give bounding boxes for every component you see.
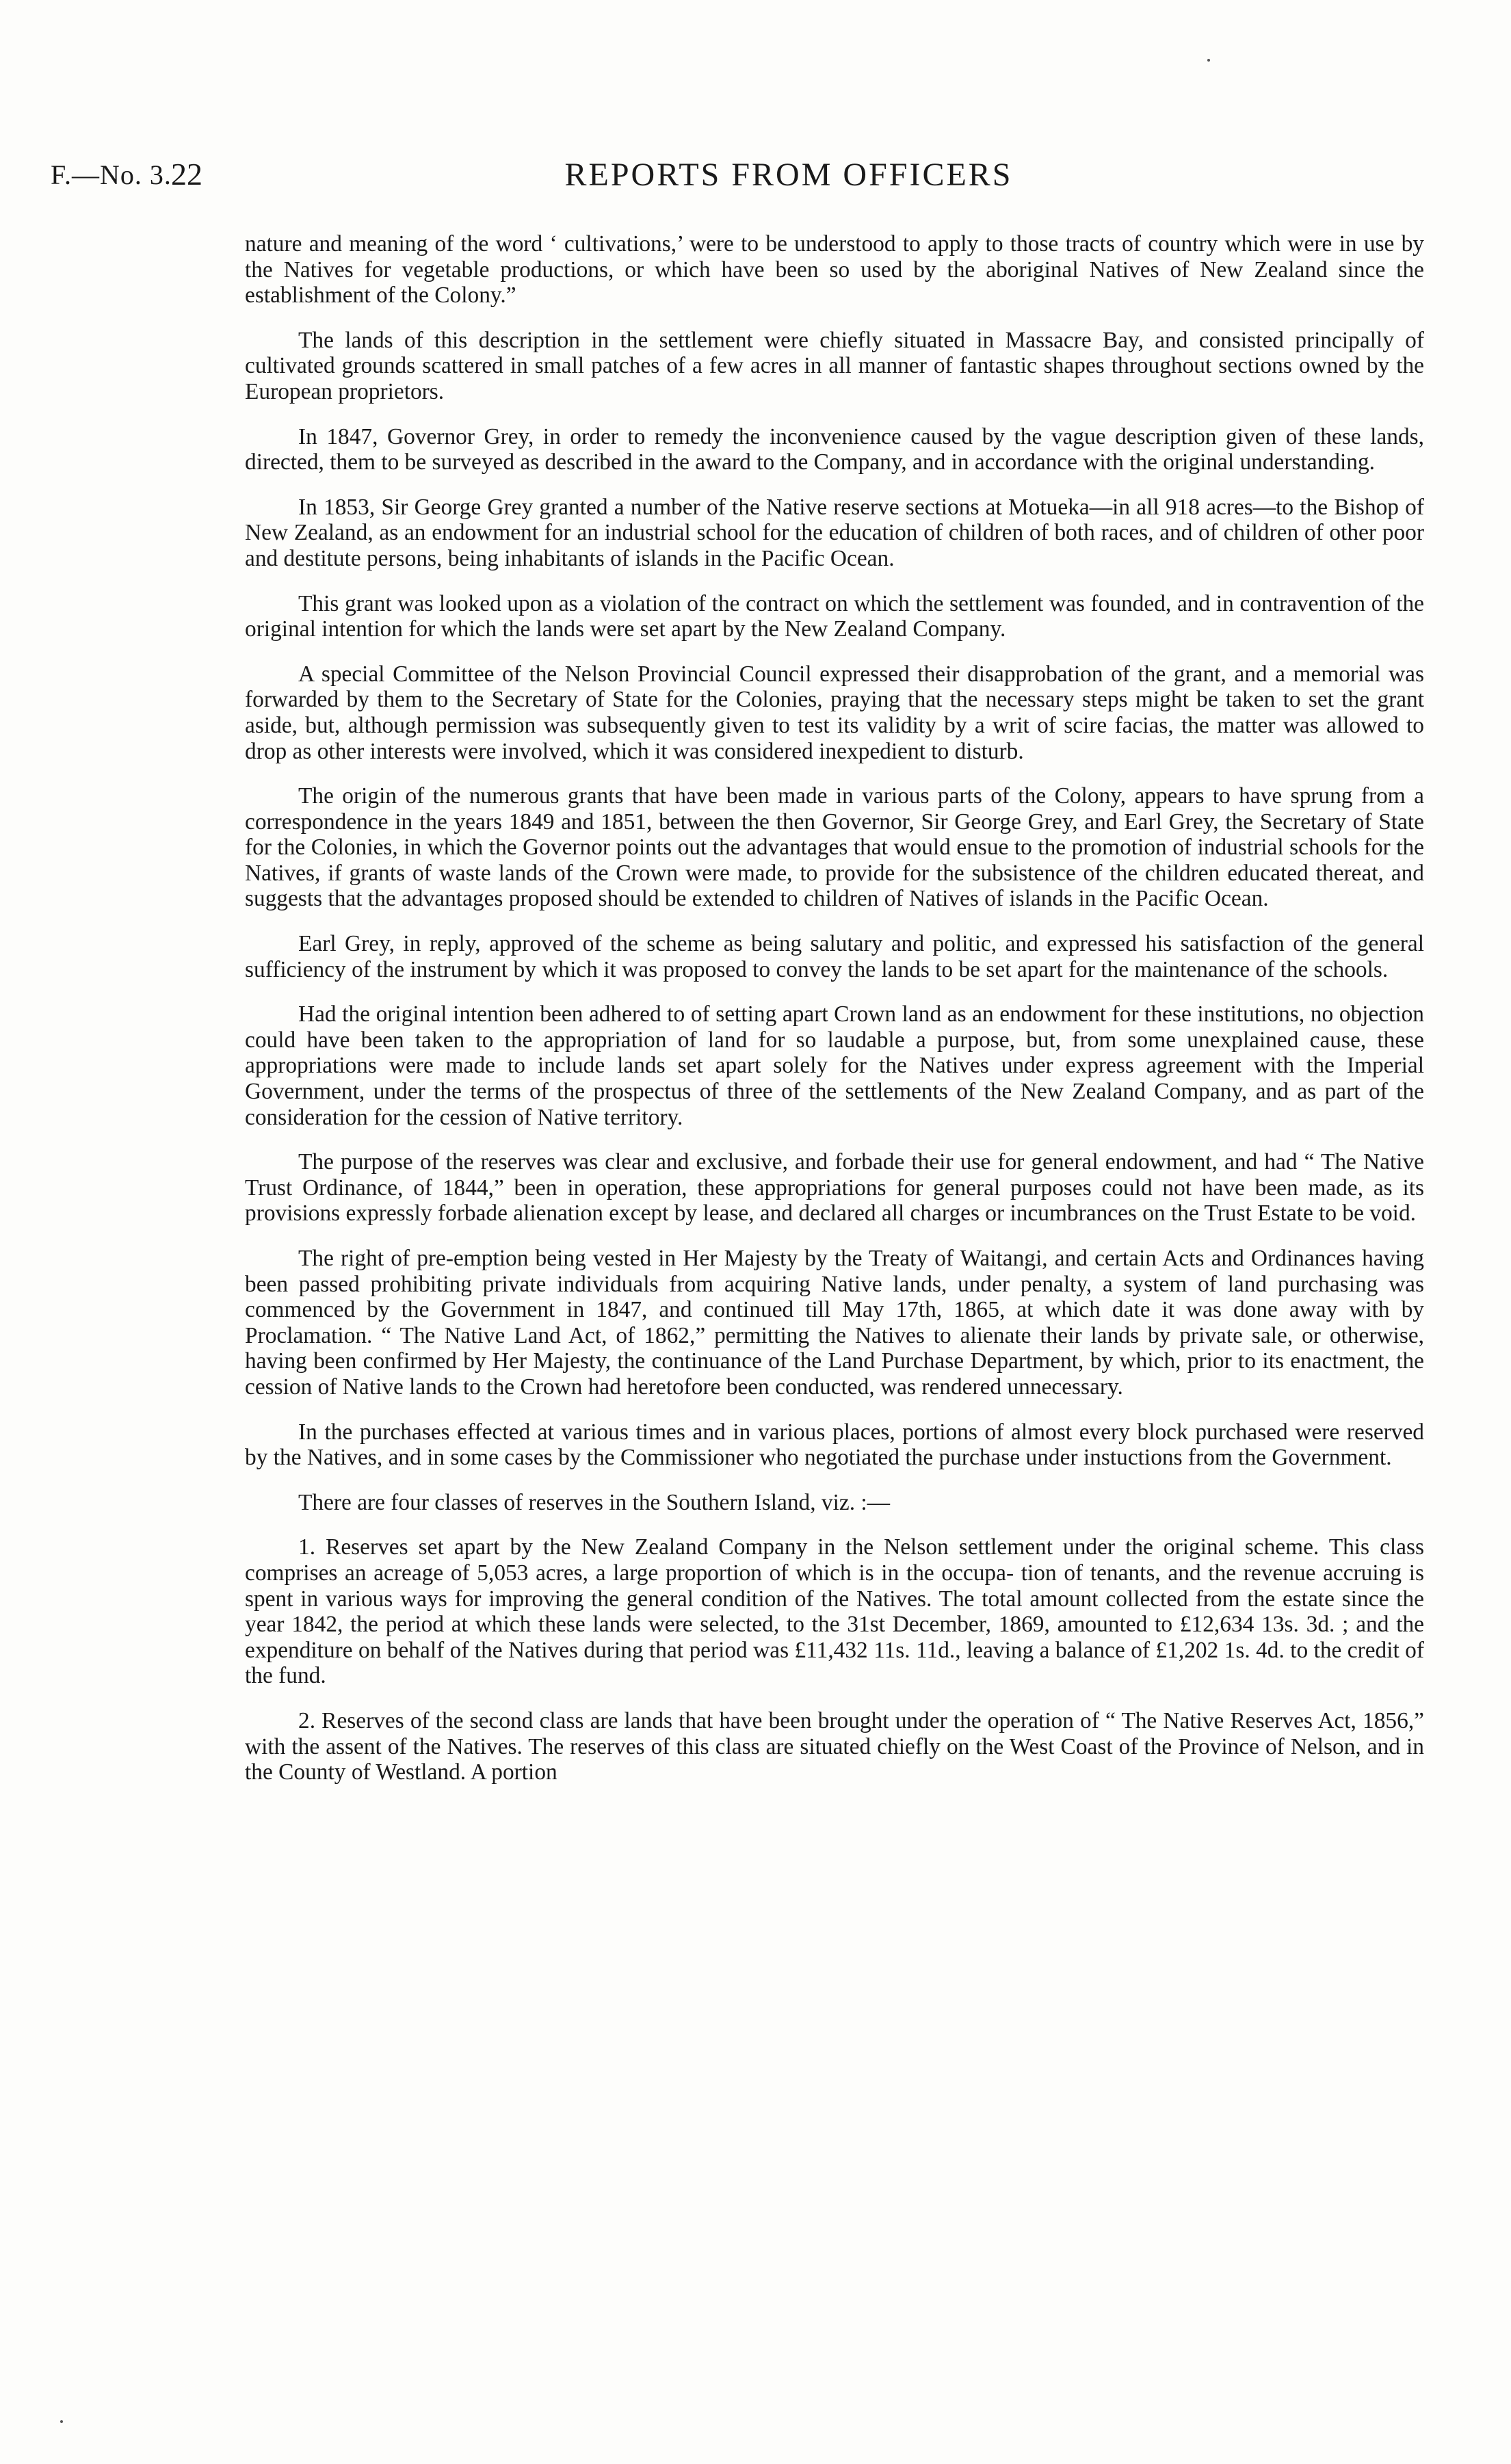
paragraph: This grant was looked upon as a violation of the contract on which the settlement was founded, and in contravention of the original intention for which the lands were set apart by the New Zealand Company. xyxy=(245,590,1424,642)
paragraph: Had the original intention been adhered to of setting apart Crown land as an endowment for these institutions, no objection could have been taken to the appropriation of land for so laudable a purpose, but, from some unexplained cause, these appropriations were made to include lands set apart solely for the Natives under express agreement with the Imperial Government, under the terms of the prospectus of three of the settlements of the New Zealand Company, and as part of the consideration for the cession of Native territory. xyxy=(245,1001,1424,1130)
body-text xyxy=(245,231,1424,1805)
paragraph: nature and meaning of the word ‘ cultivations,’ were to be understood to apply to those tracts of country which were in use by the Natives for vegetable productions, or which have been so used by the aboriginal Natives of New Zealand since the establishment of the Colony.” xyxy=(245,231,1424,309)
page-number: 22 xyxy=(171,157,202,192)
paragraph: The purpose of the reserves was clear and exclusive, and forbade their use for general endowment, and had “ The Native Trust Ordinance, of 1844,” been in operation, these appropriations for general purposes could not have been made, as its provisions expressly forbade alienation except by lease, and declared all charges or incumbrances on the Trust Estate to be void. xyxy=(245,1149,1424,1227)
scan-speck xyxy=(1207,59,1210,62)
paragraph: In 1853, Sir George Grey granted a number of the Native reserve sections at Motueka—in all 918 acres—to the Bishop of New Zealand, as an endowment for an industrial school for the education of children of both races, and of children of other poor and destitute persons, being inhabitants of islands in the Pacific Ocean. xyxy=(245,494,1424,571)
paragraph: There are four classes of reserves in the Southern Island, viz. :— xyxy=(298,1489,891,1515)
paragraph: Earl Grey, in reply, approved of the scheme as being salutary and politic, and expressed his satisfaction of the general sufficiency of the instrument by which it was proposed to convey the lands to be set apart for the maintenance of the schools. xyxy=(245,931,1424,982)
document-reference: F.—No. 3. xyxy=(51,159,172,190)
page-header xyxy=(51,159,1424,200)
page-title: REPORTS FROM OFFICERS xyxy=(564,157,1013,193)
numbered-paragraph: 1. Reserves set apart by the New Zealand Company in the Nelson settlement under the original scheme. This class comprises an acreage of 5,053 acres, a large proportion of which is in the occupa- tion of tenants, and the revenue accruing is spent in various ways for improving the general condition of the Natives. The total amount collected from the estate since the year 1842, the period at which these lands were selected, to the 31st December, 1869, amounted to £12,634 13s. 3d. ; and the expenditure on behalf of the Natives during that period was £11,432 11s. 11d., leaving a balance of £1,202 1s. 4d. to the credit of the fund. xyxy=(245,1534,1424,1689)
paragraph: A special Committee of the Nelson Provincial Council expressed their disapprobation of the grant, and a memorial was forwarded by them to the Secretary of State for the Colonies, praying that the necessary steps might be taken to set the grant aside, but, although permission was subsequently given to test its validity by a writ of scire facias, the matter was allowed to drop as other interests were involved, which it was considered inexpedient to disturb. xyxy=(245,661,1424,764)
paragraph: The right of pre-emption being vested in Her Majesty by the Treaty of Waitangi, and certain Acts and Ordinances having been passed prohibiting private individuals from acquiring Native lands, under penalty, a system of land purchasing was commenced by the Government in 1847, and continued till May 17th, 1865, at which date it was done away with by Proclamation. “ The Native Land Act, of 1862,” permitting the Natives to alienate their lands by private sale, or otherwise, having been confirmed by Her Majesty, the continuance of the Land Purchase Department, by which, prior to its enactment, the cession of Native lands to the Crown had heretofore been conducted, was rendered unnecessary. xyxy=(245,1246,1424,1400)
numbered-paragraph: 2. Reserves of the second class are lands that have been brought under the operation of “ The Native Reserves Act, 1856,” with the assent of the Natives. The reserves of this class are situated chiefly on the West Coast of the Province of Nelson, and in the County of Westland. A portion xyxy=(245,1707,1424,1785)
paragraph: In 1847, Governor Grey, in order to remedy the inconvenience caused by the vague description given of these lands, directed, them to be surveyed as described in the award to the Company, and in accordance with the original understanding. xyxy=(245,423,1424,475)
paragraph: In the purchases effected at various times and in various places, portions of almost every block purchased were reserved by the Natives, and in some cases by the Commissioner who negotiated the purchase under instuctions from the Government. xyxy=(245,1419,1424,1471)
paragraph: The lands of this description in the settlement were chiefly situated in Massacre Bay, and consisted principally of cultivated grounds scattered in small patches of a few acres in all manner of fantastic shapes throughout sections owned by the European proprietors. xyxy=(245,327,1424,404)
scan-speck xyxy=(60,2420,63,2423)
paragraph: The origin of the numerous grants that have been made in various parts of the Colony, appears to have sprung from a correspondence in the years 1849 and 1851, between the then Governor, Sir George Grey, and Earl Grey, the Secretary of State for the Colonies, in which the Governor points out the advantages that would ensue to the promotion of industrial schools for the Natives, if grants of waste lands of the Crown were made, to provide for the subsistence of the children educated thereat, and suggests that the advantages proposed should be extended to children of Natives of islands in the Pacific Ocean. xyxy=(245,783,1424,912)
